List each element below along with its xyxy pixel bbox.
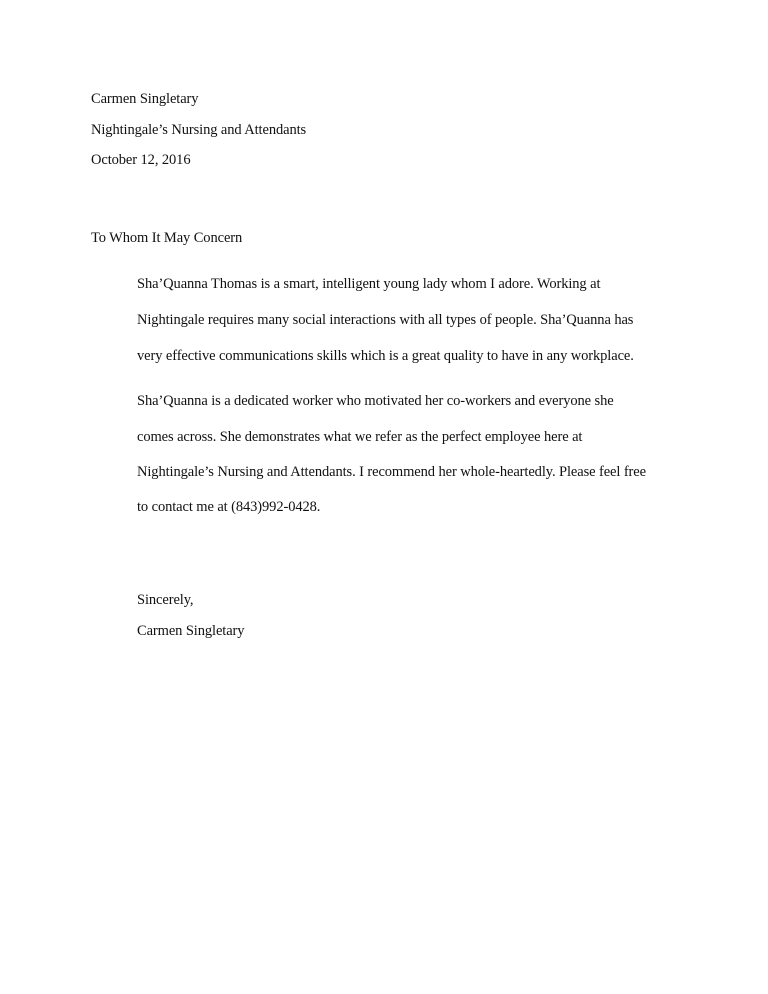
valediction: Sincerely, <box>137 592 194 608</box>
body-line: comes across. She demonstrates what we refer as the perfect employee here at <box>137 429 583 445</box>
sender-name: Carmen Singletary <box>91 91 199 107</box>
body-line: very effective communications skills which is a great quality to have in any workplace. <box>137 348 634 364</box>
body-line: Nightingale’s Nursing and Attendants. I recommend her whole-heartedly. Please feel free <box>137 464 646 480</box>
body-line: Sha’Quanna Thomas is a smart, intelligent young lady whom I adore. Working at <box>137 276 601 292</box>
sender-organization: Nightingale’s Nursing and Attendants <box>91 122 307 138</box>
letter-date: October 12, 2016 <box>91 152 191 168</box>
body-line: Nightingale requires many social interactions with all types of people. Sha’Quanna has <box>137 312 634 328</box>
salutation: To Whom It May Concern <box>91 230 243 246</box>
body-line: Sha’Quanna is a dedicated worker who motivated her co-workers and everyone she <box>137 393 614 409</box>
body-line: to contact me at (843)992-0428. <box>137 499 321 515</box>
signature-name: Carmen Singletary <box>137 623 245 639</box>
